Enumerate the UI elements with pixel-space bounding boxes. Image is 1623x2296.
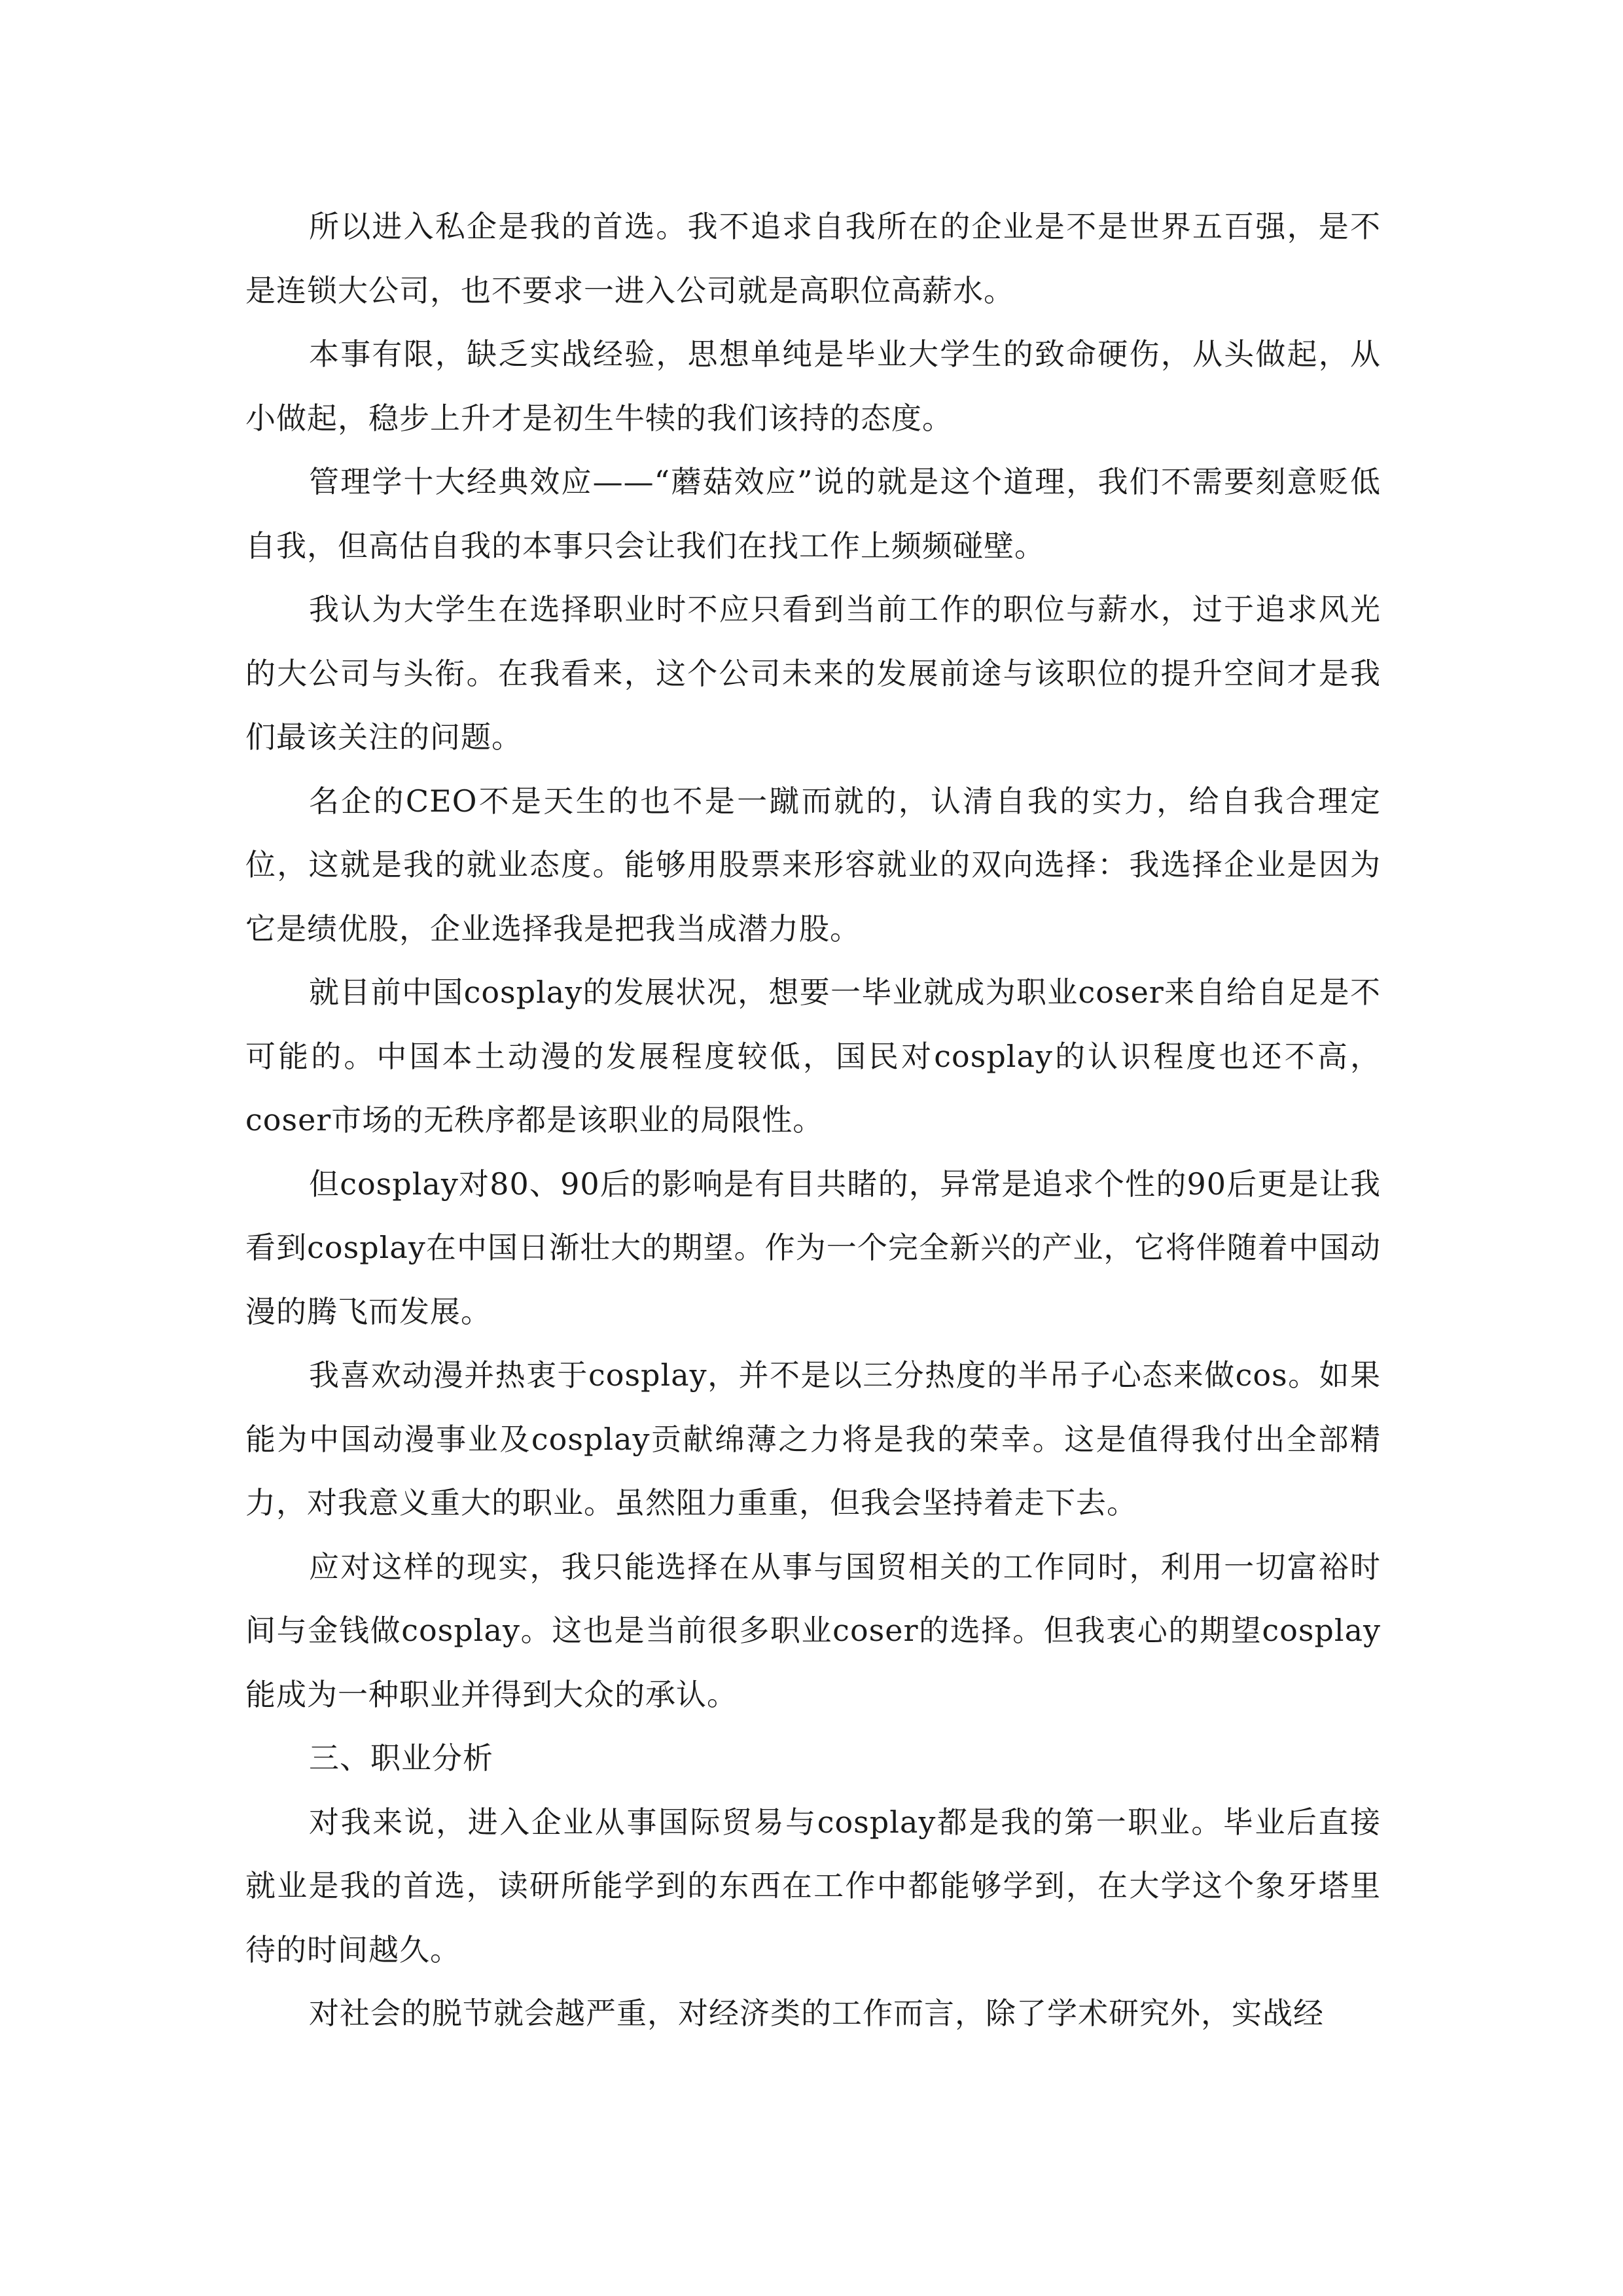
paragraph-7: 但cosplay对80、90后的影响是有目共睹的，异常是追求个性的90后更是让我看到cosplay在中国日渐壮大的期望。作为一个完全新兴的产业，它将伴随着中国动漫的腾飞而发展。 xyxy=(245,1166,1381,1329)
section-heading: 三、职业分析 xyxy=(309,1740,493,1776)
paragraph-6: 就目前中国cosplay的发展状况，想要一毕业就成为职业coser来自给自足是不可能的。中国本土动漫的发展程度较低，国民对cosplay的认识程度也还不高，coser市场的无秩序都是该职业的局限性。 xyxy=(245,975,1381,1138)
paragraph-1: 所以进入私企是我的首选。我不追求自我所在的企业是不是世界五百强，是不是连锁大公司，也不要求一进入公司就是高职位高薪水。 xyxy=(245,209,1381,308)
paragraph-5: 名企的CEO不是天生的也不是一蹴而就的，认清自我的实力，给自我合理定位，这就是我的就业态度。能够用股票来形容就业的双向选择：我选择企业是因为它是绩优股，企业选择我是把我当成潜力股。 xyxy=(245,783,1381,946)
document-body xyxy=(245,195,1381,2046)
paragraph-2: 本事有限，缺乏实战经验，思想单纯是毕业大学生的致命硬伤，从头做起，从小做起，稳步上升才是初生牛犊的我们该持的态度。 xyxy=(245,336,1381,436)
paragraph-9: 应对这样的现实，我只能选择在从事与国贸相关的工作同时，利用一切富裕时间与金钱做cosplay。这也是当前很多职业coser的选择。但我衷心的期望cosplay能成为一种职业并得到大众的承认。 xyxy=(245,1549,1381,1712)
paragraph-10: 对我来说，进入企业从事国际贸易与cosplay都是我的第一职业。毕业后直接就业是我的首选，读研所能学到的东西在工作中都能够学到，在大学这个象牙塔里待的时间越久。 xyxy=(245,1804,1381,1967)
paragraph-8: 我喜欢动漫并热衷于cosplay，并不是以三分热度的半吊子心态来做cos。如果能为中国动漫事业及cosplay贡献绵薄之力将是我的荣幸。这是值得我付出全部精力，对我意义重大的职业。虽然阻力重重，但我会坚持着走下去。 xyxy=(245,1357,1381,1520)
paragraph-3: 管理学十大经典效应——“蘑菇效应”说的就是这个道理，我们不需要刻意贬低自我，但高估自我的本事只会让我们在找工作上频频碰壁。 xyxy=(245,464,1381,564)
paragraph-11: 对社会的脱节就会越严重，对经济类的工作而言，除了学术研究外，实战经 xyxy=(309,1996,1324,2031)
paragraph-4: 我认为大学生在选择职业时不应只看到当前工作的职位与薪水，过于追求风光的大公司与头衔。在我看来，这个公司未来的发展前途与该职位的提升空间才是我们最该关注的问题。 xyxy=(245,592,1381,755)
